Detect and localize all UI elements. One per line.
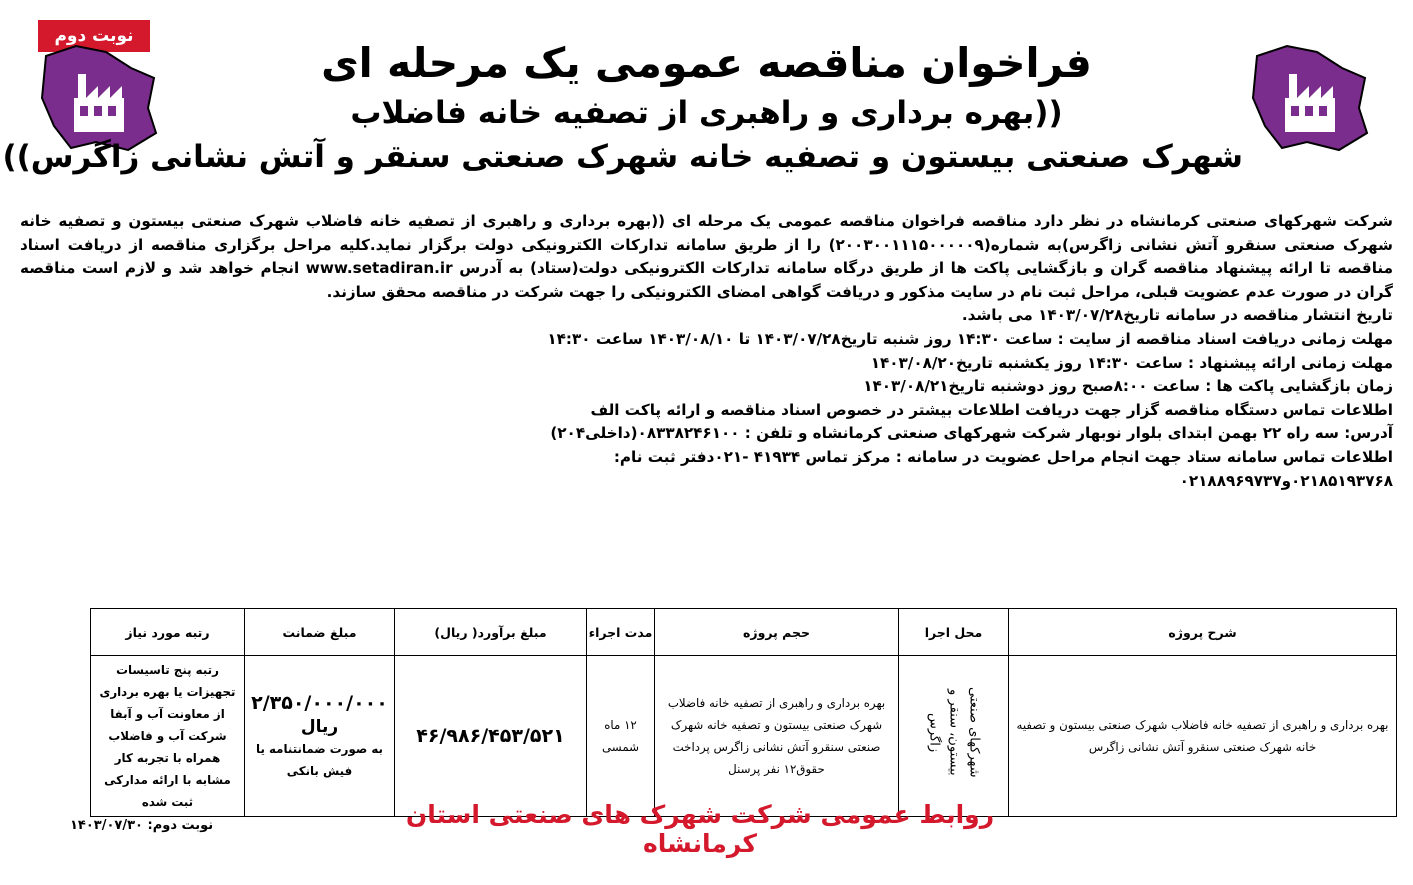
notice-body — [20, 210, 1393, 493]
cell-guarantee — [245, 656, 395, 817]
phone-numbers: ۰۲۱۸۵۱۹۳۷۶۸و۰۲۱۸۸۹۶۹۷۳۷ — [1179, 471, 1393, 490]
estimate-amount: ۴۶/۹۸۶/۴۵۳/۵۲۱ — [416, 725, 565, 747]
setad-contact: اطلاعات تماس سامانه ستاد جهت انجام مراحل عضویت در سامانه : مرکز تماس ۴۱۹۳۴ -۰۲۱دفتر ثبت نام: — [613, 447, 1393, 466]
header-description: شرح پروژه — [1009, 609, 1397, 656]
address: آدرس: سه راه ۲۲ بهمن ابتدای بلوار نوبهار شرکت شهرکهای صنعتی کرمانشاه و تلفن : ۰۸۳۳۸۲۴۶۱۰۰(داخلی۲۰۴) — [550, 424, 1393, 443]
cell-estimate — [395, 656, 587, 817]
location-text: شهرکهای صنعتی بیستون، سنقر و زاگرس — [926, 687, 982, 778]
cell-location — [899, 656, 1009, 817]
industrial-towns-logo-right — [1247, 38, 1373, 158]
second-round-date: نوبت دوم: ۱۴۰۳/۰۷/۳۰ — [70, 818, 214, 833]
header-location: محل اجرا — [899, 609, 1009, 656]
document-deadline: مهلت زمانی دریافت اسناد مناقصه از سایت : ساعت ۱۴:۳۰ روز شنبه تاریخ۱۴۰۳/۰۷/۲۸ تا ۱۴۰۳/۰۸/۱۰ ساعت ۱۴:۳۰ — [547, 329, 1393, 348]
contact-intro: اطلاعات تماس دستگاه مناقصه گزار جهت دریافت اطلاعات بیشتر در خصوص اسناد مناقصه و ارائه پاکت الف — [590, 400, 1393, 419]
project-table — [90, 608, 1397, 817]
table-row — [91, 656, 1397, 817]
publish-date: تاریخ انتشار مناقصه در سامانه تاریخ۱۴۰۳/۰۷/۲۸ می باشد. — [961, 306, 1393, 325]
round-badge: نوبت دوم — [38, 20, 150, 52]
title-line-3: شهرک صنعتی بیستون و تصفیه خانه شهرک صنعتی سنقر و آتش نشانی زاگرس)) — [2, 139, 1243, 175]
guarantee-note: به صورت ضمانتنامه یا فیش بانکی — [256, 742, 383, 778]
cell-duration: ۱۲ ماه شمسی — [587, 656, 655, 817]
header-estimate: مبلغ برآورد( ریال) — [395, 609, 587, 656]
header-grade: رتبه مورد نیاز — [91, 609, 245, 656]
intro-paragraph: شرکت شهرکهای صنعتی کرمانشاه در نظر دارد مناقصه فراخوان مناقصه عمومی یک مرحله ای ((بهره برداری و راهبری از تصفیه خانه فاضلاب شهرک صنعتی بیستون و تصفیه خانه شهرک صنعتی سنقرو آتش نشانی زاگرس)به شماره(۲۰۰۳۰۰۱۱۱۵۰۰۰۰۰۹) را از طریق سامانه تدارکات الکترونیکی دولت برگزار نماید.کلیه مراحل برگزاری مناقصه از دریافت اسناد مناقصه تا ارائه پیشنهاد مناقصه گران و بازگشایی پاکت ها از طریق درگاه سامانه تدارکات الکترونیکی دولت(ستاد) به آدرس www.setadiran.ir انجام خواهد شد و لازم است مناقصه گران در صورت عدم عضویت قبلی، مراحل ثبت نام در سایت مذکور و دریافت گواهی امضای الکترونیکی را جهت شرکت در مناقصه محقق سازند. — [20, 212, 1394, 301]
title-line-2: ((بهره برداری و راهبری از تصفیه خانه فاضلاب — [350, 95, 1063, 131]
cell-grade: رتبه پنج تاسیسات تجهیزات یا بهره برداری از معاونت آب و آبفا شرکت آب و فاضلاب همراه با تجربه کار مشابه با ارائه مدارکی ثبت شده — [91, 656, 245, 817]
offer-deadline: مهلت زمانی ارائه پیشنهاد : ساعت ۱۴:۳۰ روز یکشنبه تاریخ۱۴۰۳/۰۸/۲۰ — [870, 353, 1393, 372]
guarantee-unit: ریال — [300, 717, 339, 737]
table-header-row — [91, 609, 1397, 656]
title-main: فراخوان مناقصه عمومی یک مرحله ای — [321, 39, 1092, 87]
cell-volume: بهره برداری و راهبری از تصفیه خانه فاضلاب شهرک صنعتی بیستون و تصفیه خانه شهرک صنعتی سنقرو آتش نشانی زاگرس پرداخت حقوق۱۲ نفر پرسنل — [655, 656, 899, 817]
header-duration: مدت اجراء — [587, 609, 655, 656]
header-guarantee: مبلغ ضمانت — [245, 609, 395, 656]
guarantee-amount: ۲/۳۵۰/۰۰۰/۰۰۰ — [251, 692, 388, 714]
footer-public-relations: روابط عمومی شرکت شهرک های صنعتی استان کرمانشاه — [405, 800, 995, 858]
opening-time: زمان بازگشایی پاکت ها : ساعت ۸:۰۰صبح روز دوشنبه تاریخ۱۴۰۳/۰۸/۲۱ — [863, 377, 1393, 396]
header-volume: حجم پروژه — [655, 609, 899, 656]
cell-description: بهره برداری و راهبری از تصفیه خانه فاضلاب شهرک صنعتی بیستون و تصفیه خانه شهرک صنعتی سنقرو آتش نشانی زاگرس — [1009, 656, 1397, 817]
